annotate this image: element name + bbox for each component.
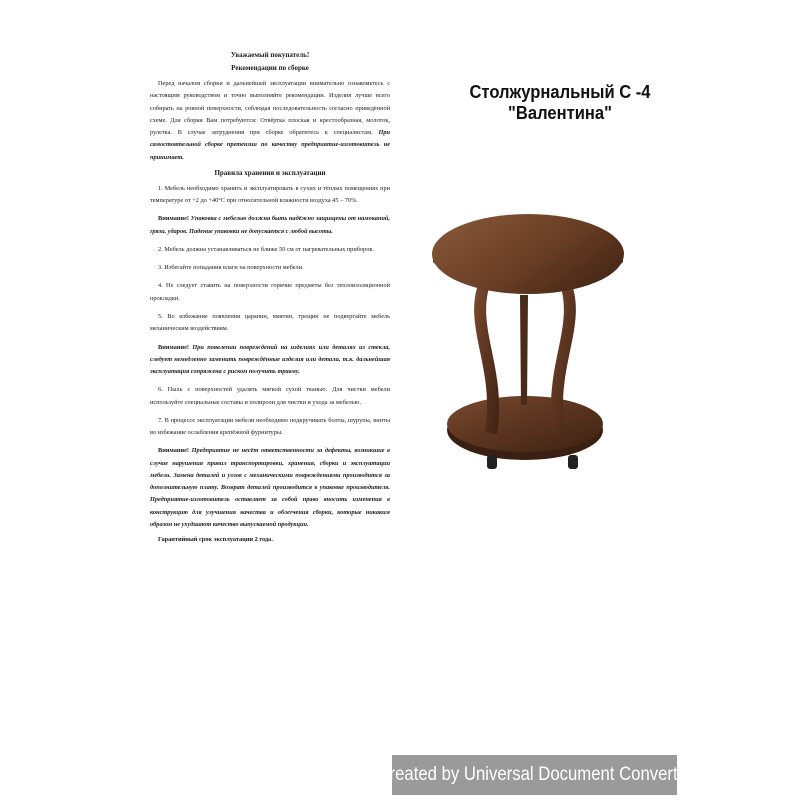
rule-1: 1. Мебель необходимо хранить и эксплуатировать в сухих и тёплых помещениях при температуре от +2 до +40°С при относительной влажности воздуха 45 – 70%. [150, 184, 390, 205]
round-coffee-table-picture [425, 200, 635, 520]
warning-2-lead: Внимание! [158, 343, 189, 351]
product-title-line-1: Столжурнальный С -4 [469, 82, 651, 102]
guarantee-line: Гарантийный срок эксплуатации 2 года. [158, 536, 273, 544]
assembly-paragraph [150, 78, 390, 164]
leg-back [520, 295, 528, 405]
warning-1 [150, 213, 390, 238]
rule-6: 6. Пыль с поверхностей удалять мягкой сухой тканью. Для чистки мебели используйте специальные составы и полироли для чистки и ухода за мебелью. [150, 386, 390, 406]
warning-1-lead: Внимание! [158, 215, 189, 223]
storage-heading: Правила хранения и эксплуатации [214, 168, 326, 177]
watermark-banner [376, 755, 693, 795]
warning-2-text: При появлении повреждений на изделиях или деталях из стекла, следует немедленно заменить повреждённые изделия или детали, т.к. дальнейшая эксплуатация сопряжена с риском получить травму. [150, 343, 390, 376]
greeting-heading: Уважаемый покупатель! [230, 51, 310, 59]
assembly-heading: Рекомендации по сборке [231, 64, 309, 72]
rule-3: 3. Избегайте попадания влаги на поверхности мебели. [158, 264, 304, 272]
rule-7: 7. В процессе эксплуатации мебели необходимо подкручивать болты, шурупы, винты во избежание ослабления крепёжной фурнитуры. [150, 416, 390, 437]
warning-3-text: Предприятие не несёт ответственности за дефекты, возникшие в случае нарушения правил транспортировки, хранения, сборки и эксплуатации мебели. Замена деталей и узлов с механическими повреждениями производится за дополнительную плату. Возврат деталей производится в упаковке производителя. Предприятие-изготовитель оставляет за собой право вносить изменения в конструкцию для улучшения качества и облегчения сборки, которые никаким образом не ухудшают качество выпускаемой продукции. [150, 447, 390, 528]
warning-3 [150, 445, 390, 531]
watermark-text: Created by Universal Document Converter [376, 764, 693, 785]
product-title [431, 82, 689, 123]
warning-3-lead: Внимание! [158, 447, 189, 455]
rule-4: 4. Не следует ставить на поверхности горячие предметы без теплоизоляционной прокладки. [150, 282, 390, 302]
assembly-text: Перед началом сборки и дальнейшей эксплуатации внимательно ознакомьтесь с настоящим руководством и точно выполняйте рекомендации. Изделия лучше всего собирать на ровной поверхности, соблюдая последовательность согласно приведённой схеме. Для сборки Вам потребуются: Отвёртка плоская и крестообразная, молоток, рулетка. В случае затруднения при сборке обратитесь к специалистам. [150, 80, 390, 137]
rule-2: 2. Мебель должна устанавливаться не ближе 50 см от нагревательных приборов. [158, 245, 374, 253]
tabletop [432, 214, 624, 294]
warning-2 [150, 342, 390, 379]
instructions-column [150, 52, 390, 550]
warning-1-text: Упаковка с мебелью должна быть надёжно защищены от намоканий, грязи, ударов. Падение упаковки не допускается с любой высоты. [150, 215, 390, 235]
rule-5: 5. Во избежание появления царапин, вмятин, трещин не подвергайте мебель механическим воздействиям. [150, 312, 390, 333]
assembly-warning: При самостоятельной сборке претензии по качеству предприятие-изготовитель не принимает. [150, 129, 390, 161]
product-title-line-2: "Валентина" [508, 102, 612, 123]
caster-left [487, 455, 497, 469]
caster-right [568, 455, 578, 469]
